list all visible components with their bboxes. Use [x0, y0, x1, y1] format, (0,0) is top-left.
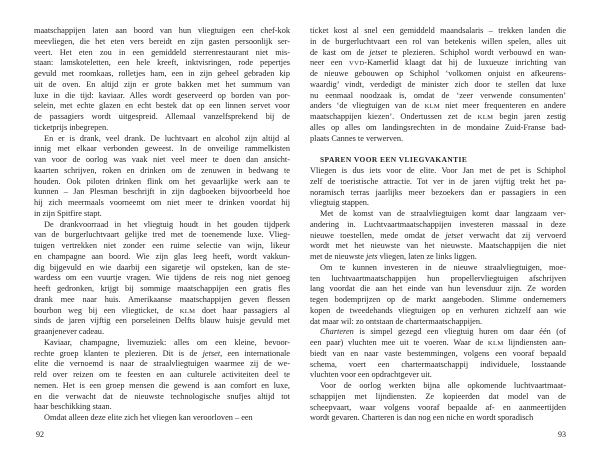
text-line: [310, 327, 566, 338]
body-text: drank mee naar huis. Amerikaanse maatschappijen geven flessen: [34, 294, 290, 304]
text-line: [34, 134, 290, 145]
body-text: vluchten voor een opdrachtgever uit.: [310, 370, 432, 380]
body-text: anders ‘de vliegtuigen van de: [310, 101, 425, 111]
text-line: [34, 413, 290, 424]
small-caps-text: KLM: [179, 307, 196, 315]
body-text: schema, voert een chartermaatschappij individuele, losstaande: [310, 359, 566, 369]
text-line: [34, 316, 290, 327]
italic-text: jetset: [445, 230, 463, 240]
book-page-left: [34, 26, 290, 428]
body-text: niet meer frequenteren en andere: [440, 101, 566, 111]
body-text: vliegtuig stappen.: [310, 198, 369, 208]
text-line: [310, 80, 566, 91]
body-text: , een internationale: [220, 348, 290, 358]
italic-text: jets: [366, 252, 378, 261]
body-text: te plezieren. Schiphol wordt verbouwd en wan-: [386, 47, 566, 57]
body-text: wordt met het nieuwste van het nieuwste. Maatschappijen die niet: [310, 241, 566, 251]
body-text: maatschappijen laten aan boord van hun vliegtuigen een chef-kok: [34, 26, 290, 35]
body-text: kunnen – Jan Plesman beschrijft in zijn dagboeken bijvoorbeeld hoe: [34, 187, 290, 197]
text-line: [310, 188, 566, 199]
body-text: van voor de oorlog was vaak niet veel meer te doen dan ansicht-: [34, 155, 290, 164]
text-line: [34, 295, 290, 306]
body-text: Voor de oorlog werkten bijna alle opkomende luchtvaartmaat-: [320, 381, 566, 390]
text-line: [34, 37, 290, 48]
book-page-right: [310, 26, 566, 428]
text-line: [310, 48, 566, 59]
body-text: innig met elkaar verbonden geweest. In de onveilige rammelkisten: [34, 144, 290, 154]
body-text: nieuwe toestellen, mede omdat de: [310, 230, 446, 240]
text-line: [34, 392, 290, 403]
text-line: [34, 252, 290, 263]
body-text: houden. Ook piloten drinken flink om het gevaarlijke werk aan te: [34, 176, 290, 186]
body-text: lang voordat die aan het einde van hun levensduur zijn. Ze worden: [310, 284, 566, 294]
italic-text: Charteren: [320, 327, 354, 337]
text-line: [310, 413, 566, 424]
text-line: [310, 252, 566, 263]
body-text: Om te kunnen investeren in de nieuwe straalvliegtuigen, moe-: [320, 262, 566, 272]
body-text: haar beschikking staan.: [34, 402, 112, 412]
body-text: De drankvoorraad in het vliegtuig houdt in het gouden tijdperk: [44, 219, 290, 229]
body-text: Vliegen is dus iets voor de elite. Voor Jan met de pet is Schiphol: [310, 166, 566, 175]
body-text: ticketprijs inbegrepen.: [34, 122, 109, 132]
text-line: [310, 349, 566, 360]
text-line: [34, 166, 290, 177]
body-text: selein, met echte glazen en echt bestek dat op een linnen servet voor: [34, 101, 290, 111]
body-text: waardig’ vindt, verdedigt de minister zich door te stellen dat luxe: [310, 79, 566, 89]
text-line: [310, 295, 566, 306]
text-line: [310, 112, 566, 123]
body-text: maatschappijen kiezen’. Ondertussen zet de: [310, 112, 478, 121]
body-text: Omdat alleen deze elite zich het vliegen kan veroorloven – een: [44, 413, 253, 422]
text-line: [310, 306, 566, 317]
text-line: [34, 112, 290, 123]
small-caps-text: KLM: [487, 340, 504, 347]
text-line: [310, 134, 566, 145]
text-line: [34, 284, 290, 295]
body-text: lijndiensten aan-: [503, 338, 566, 347]
body-text: hij zich meermaals voorneemt om niet meer te drinken voordat hij: [34, 198, 290, 207]
body-text: de kast om de: [310, 47, 370, 57]
body-text: in de burgerluchtvaart een rol van betekenis willen spelen, alles uit: [310, 36, 566, 46]
text-line: [34, 241, 290, 252]
text-line: [310, 26, 566, 37]
body-text: Kaviaar, champagne, livemuziek: alles om een kleine, bevoor-: [44, 337, 290, 347]
text-line: [310, 370, 566, 381]
body-text: vliegen, laten ze links liggen.: [377, 252, 477, 261]
text-line: [34, 327, 290, 338]
body-text: de nieuwe gebouwen op Schiphol ‘volkomen onjuist en afkeurens-: [310, 69, 566, 78]
text-line: [34, 230, 290, 241]
body-text: biedt van en naar vaste bestemmingen, volgens een vooraf bepaald: [310, 348, 566, 358]
text-line: [310, 166, 566, 177]
text-line: [310, 284, 566, 295]
text-line: [34, 69, 290, 80]
text-line: [310, 231, 566, 242]
small-caps-text: VVD: [349, 60, 365, 68]
text-line: [34, 370, 290, 381]
text-line: [310, 381, 566, 392]
text-line: [310, 241, 566, 252]
body-text: gevuld met roomkaas, rolletjes ham, een in zijn geheel gebraden kip: [34, 69, 290, 78]
text-line: [310, 209, 566, 220]
body-text: luxe in die tijd: kaviaar. Alles wordt geserveerd op borden van por-: [34, 90, 290, 100]
text-line: [34, 58, 290, 69]
text-line: [310, 198, 566, 209]
body-text: staan: lamskoteletten, een hele kreeft, inktvisringen, rode pepertjes: [34, 58, 290, 68]
body-text: ten luchtvaartmaatschappijen hun propellervliegtuigen afschrijven: [310, 273, 566, 283]
body-text: dat maar wil: zo ontstaan de chartermaatschappijen.: [310, 316, 483, 326]
small-caps-text: KLM: [424, 103, 441, 111]
text-line: [34, 402, 290, 413]
text-line: [34, 177, 290, 188]
body-text: graanjenever cadeau.: [34, 327, 105, 336]
text-line: [310, 101, 566, 112]
text-line: [34, 306, 290, 317]
text-line: [34, 80, 290, 91]
body-text: meevliegen, die het eten vers bereidt en zijn gasten persoonlijk ser-: [34, 36, 290, 46]
text-line: [34, 144, 290, 155]
text-line: [310, 317, 566, 328]
body-text: heeft gedronken, krijgt bij sommige maatschappijen een gratis fles: [34, 284, 290, 293]
text-line: [34, 198, 290, 209]
text-line: [34, 263, 290, 274]
body-text: uit de oven. En altijd zijn er grote bakken met het summum van: [34, 79, 290, 89]
body-text: met de nieuwste: [310, 252, 366, 261]
text-line: [310, 403, 566, 414]
text-line: [310, 177, 566, 188]
small-caps-text: KLM: [477, 114, 494, 121]
text-line: [34, 48, 290, 59]
body-text: kopen de tweedehands vliegtuigen op en verhuren zichzelf aan wie: [310, 305, 566, 315]
body-text: nu eenmaal noodzaak is, omdat de ‘zeer verwende consumenten’: [310, 90, 566, 100]
body-text: en die verwacht dat de nieuwste technologische snufjes altijd tot: [34, 391, 290, 401]
body-text: kaarten schrijven, roken en drinken om de zenuwen in bedwang te: [34, 165, 290, 175]
text-line: [310, 58, 566, 69]
text-line: [310, 37, 566, 48]
body-text: sinds de jaren vijftig een porseleinen Delfts blauw huisje gevuld met: [34, 316, 290, 326]
body-text: veert. Het eten zou in een gemiddeld sterrenrestaurant niet mis-: [34, 47, 290, 57]
body-text: en champagne aan boord. Wie zijn glas leeg heeft, wordt vakkun-: [34, 251, 290, 261]
text-line: [310, 69, 566, 80]
body-text: Met de komst van de straalvliegtuigen komt daar langzaam ver-: [320, 209, 566, 218]
text-line: [34, 359, 290, 370]
text-line: [34, 220, 290, 231]
body-text: schappijen met lijndiensten. Ze kopieerden dat model van de: [310, 391, 566, 401]
text-line: [34, 349, 290, 360]
page-number-right: 93: [558, 430, 566, 439]
body-text: scheepvaart, waar volgens vooraf bepaalde af- en aanmeertijden: [310, 402, 566, 412]
body-text: ticket kost al snel een gemiddeld maandsalaris – trekken landen die: [310, 26, 566, 35]
text-line: [34, 155, 290, 166]
body-text: een paar) vluchten mee uit te voeren. Waar de: [310, 338, 488, 347]
text-line: [34, 101, 290, 112]
body-text: begin jaren zestig: [493, 112, 566, 121]
page-number-left: 92: [36, 430, 44, 439]
text-line: [310, 360, 566, 371]
body-text: is simpel gezegd een vliegtuig huren om daar één (of: [353, 327, 566, 337]
body-text: elite die vernoemd is naar de straalvliegtuigen waarmee zij de we-: [34, 359, 290, 369]
text-line: [34, 338, 290, 349]
body-text: doet haar passagiers al: [195, 305, 290, 315]
section-heading: SPAREN VOOR EEN VLIEGVAKANTIE: [320, 155, 468, 165]
body-text: de passagiers wordt uitgespreid. Allemaal vanzelfsprekend bij de: [34, 112, 290, 121]
text-line: [310, 263, 566, 274]
body-text: van de burgerluchtvaart gelijke tred met de toenemende luxe. Vlieg-: [34, 230, 290, 240]
text-line: [34, 381, 290, 392]
body-text: wordt gevaren. Charteren is dan nog een niche en wordt sporadisch: [310, 413, 534, 423]
body-text: alles op alles om landingsrechten in de mondaine Zuid-Franse bad-: [310, 122, 566, 132]
text-line: [34, 187, 290, 198]
body-text: bourbon weg bij een vliegticket, de: [34, 305, 180, 315]
text-line: [34, 209, 290, 220]
body-text: nemen. Het is een groep mensen die gewend is aan comfort en luxe,: [34, 380, 290, 390]
body-text: noramisch terras jaarlijks meer bezoekers dan er passagiers in een: [310, 187, 566, 197]
text-line: [310, 220, 566, 231]
body-text: verwacht dat zij vervoerd: [462, 230, 566, 240]
text-line: [310, 123, 566, 134]
body-text: En er is drank, veel drank. De luchtvaart en alcohol zijn altijd al: [44, 133, 290, 143]
body-text: tegen bodemprijzen op de markt aangeboden. Slimme ondernemers: [310, 295, 566, 304]
body-text: reld over reizen om te feesten en aan culturele activiteiten deel te: [34, 370, 290, 379]
body-text: wardess om een vuurtje vragen. Wie tijdens de reis nog niet genoeg: [34, 273, 290, 283]
text-line: [34, 273, 290, 284]
italic-text: jetset: [202, 348, 221, 358]
text-line: [34, 26, 290, 37]
text-line: [34, 123, 290, 134]
italic-text: jetset: [369, 47, 387, 57]
text-line: [310, 392, 566, 403]
body-text: andering in. Luchtvaartmaatschappijen investeren massaal in deze: [310, 219, 566, 229]
text-line: [34, 91, 290, 102]
body-text: neer een: [310, 58, 350, 68]
text-line: [310, 274, 566, 285]
text-line: [310, 338, 566, 349]
body-text: -Kamerlid klaagt dat hij de luxueuze inrichting van: [364, 58, 566, 68]
body-text: in zijn Spitfire stapt.: [34, 208, 102, 218]
body-text: tuigen vertrekken niet zonder een ruime selectie van wijn, likeur: [34, 241, 290, 250]
text-line: [310, 91, 566, 102]
body-text: dig bijgevuld en wie daarbij een sigaretje wil opsteken, kan de ste-: [34, 262, 290, 272]
body-text: plaats Cannes te verwerven.: [310, 133, 404, 143]
body-text: rechte groep klanten te plezieren. Dit is de: [34, 348, 203, 358]
body-text: zelf de toeristische attractie. Tot ver in de jaren vijftig trekt het pa-: [310, 176, 566, 186]
